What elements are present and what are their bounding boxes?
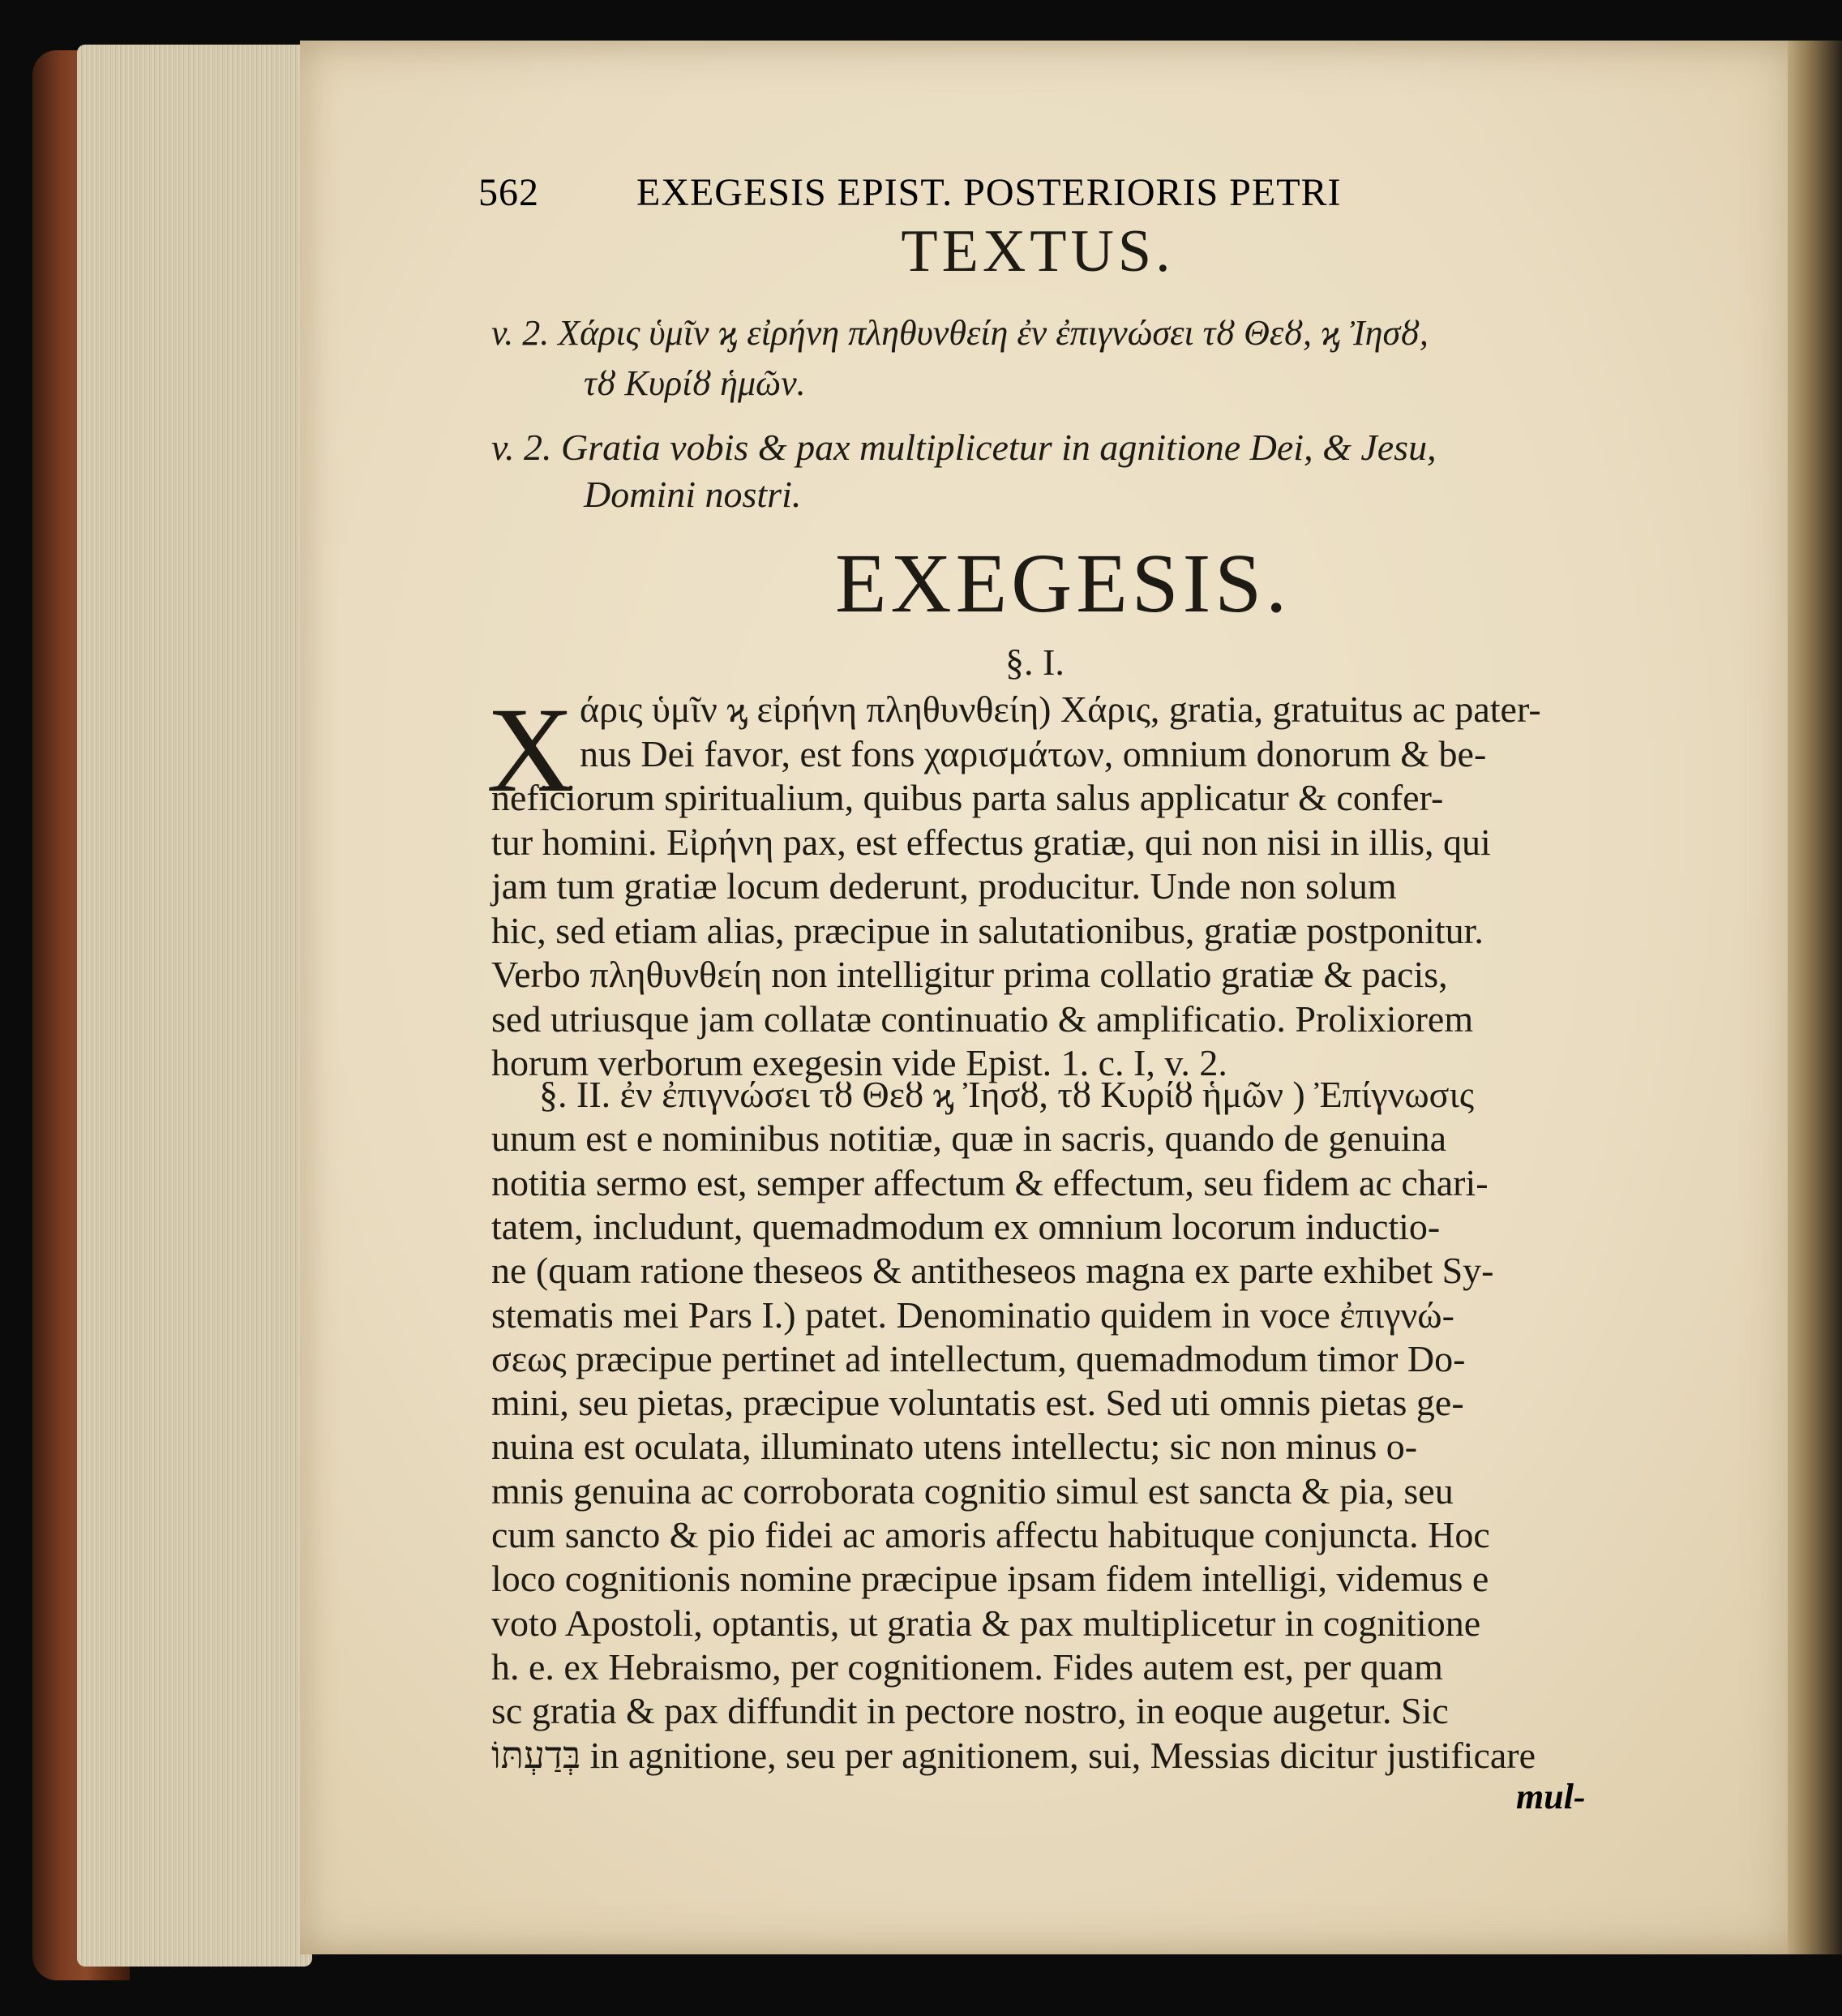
section-1-line-8: sed utriusque jam collatæ continuatio & amplificatio. Prolixiorem bbox=[491, 997, 1474, 1040]
textus-heading: TEXTUS. bbox=[901, 218, 1175, 285]
section-1-line-5: jam tum gratiæ locum dederunt, producitur. Unde non solum bbox=[491, 865, 1397, 907]
section-2-line-6: stematis mei Pars I.) patet. Denominatio quidem in voce ἐπιγνώ- bbox=[491, 1293, 1454, 1336]
section-2-line-9: nuina est oculata, illuminato utens intellectu; sic non minus o- bbox=[491, 1426, 1418, 1468]
section-2-line-16: בְּדַעְתּוֹ in agnitione, seu per agnitionem, sui, Messias dicitur justificare bbox=[491, 1734, 1536, 1776]
section-1-line-2: nus Dei favor, est fons χαρισμάτων, omnium donorum & be- bbox=[580, 732, 1487, 774]
section-2-line-4: tatem, includunt, quemadmodum ex omnium locorum inductio- bbox=[491, 1205, 1441, 1247]
section-2-line-1: §. II. ἐν ἐπιγνώσει τȣ Θεȣ ϗ Ἰησȣ, τȣ Κυρίȣ ἡμῶν ) Ἐπίγνωσις bbox=[539, 1074, 1475, 1115]
section-1-line-6: hic, sed etiam alias, præcipue in salutationibus, gratiæ postponitur. bbox=[491, 909, 1484, 951]
greek-verse-line-1: v. 2. Χάρις ὑμῖν ϗ εἰρήνη πληθυνθείη ἐν ἐπιγνώσει τȣ Θεȣ, ϗ Ἰησȣ, bbox=[491, 313, 1429, 353]
section-2-line-8: mini, seu pietas, præcipue voluntatis est. Sed uti omnis pietas ge- bbox=[491, 1382, 1464, 1424]
section-2-line-10: mnis genuina ac corroborata cognitio simul est sancta & pia, seu bbox=[491, 1469, 1454, 1512]
section-2-line-3: notitia sermo est, semper affectum & effectum, seu fidem ac chari- bbox=[491, 1161, 1489, 1203]
section-2-line-15: sc gratia & pax diffundit in pectore nostro, in eoque augetur. Sic bbox=[491, 1690, 1449, 1732]
drop-cap: X bbox=[486, 683, 575, 817]
section-2-line-12: loco cognitionis nomine præcipue ipsam fidem intelligi, videmus e bbox=[491, 1558, 1489, 1600]
section-2-line-11: cum sancto & pio fidei ac amoris affectu habituque conjuncta. Hoc bbox=[491, 1514, 1490, 1555]
exegesis-heading: EXEGESIS. bbox=[835, 537, 1292, 630]
section-1-line-1: άρις ὑμῖν ϗ εἰρήνη πληθυνθείη) Χάρις, gratia, gratuitus ac pater- bbox=[580, 688, 1541, 730]
section-1-line-3: neficiorum spiritualium, quibus parta salus applicatur & confer- bbox=[491, 777, 1444, 818]
book-gutter bbox=[1788, 41, 1842, 1954]
latin-verse-line-2: Domini nostri. bbox=[584, 474, 802, 515]
greek-verse-line-2: τȣ Κυρίȣ ἡμῶν. bbox=[584, 363, 806, 403]
section-2-line-13: voto Apostoli, optantis, ut gratia & pax multiplicetur in cognitione bbox=[491, 1602, 1481, 1644]
section-1-label: §. I. bbox=[1005, 641, 1065, 683]
section-2-line-7: σεως præcipue pertinet ad intellectum, quemadmodum timor Do- bbox=[491, 1337, 1466, 1379]
catchword: mul- bbox=[1516, 1777, 1586, 1817]
section-1-line-9: horum verborum exegesin vide Epist. 1. c. I, v. 2. bbox=[491, 1042, 1227, 1083]
latin-verse-line-1: v. 2. Gratia vobis & pax multiplicetur in agnitione Dei, & Jesu, bbox=[491, 427, 1437, 468]
section-2-line-5: ne (quam ratione theseos & antitheseos magna ex parte exhibet Sy- bbox=[491, 1250, 1494, 1292]
section-2-line-2: unum est e nominibus notitiæ, quæ in sacris, quando de genuina bbox=[491, 1117, 1446, 1160]
page-number: 562 bbox=[478, 171, 539, 214]
running-title: EXEGESIS EPIST. POSTERIORIS PETRI bbox=[636, 171, 1342, 214]
section-1-line-4: tur homini. Εἰρήνη pax, est effectus gratiæ, qui non nisi in illis, qui bbox=[491, 821, 1491, 863]
page-edges bbox=[77, 45, 312, 1967]
section-2-line-14: h. e. ex Hebraismo, per cognitionem. Fides autem est, per quam bbox=[491, 1645, 1443, 1688]
section-1-line-7: Verbo πληθυνθείη non intelligitur prima collatio gratiæ & pacis, bbox=[491, 954, 1448, 995]
